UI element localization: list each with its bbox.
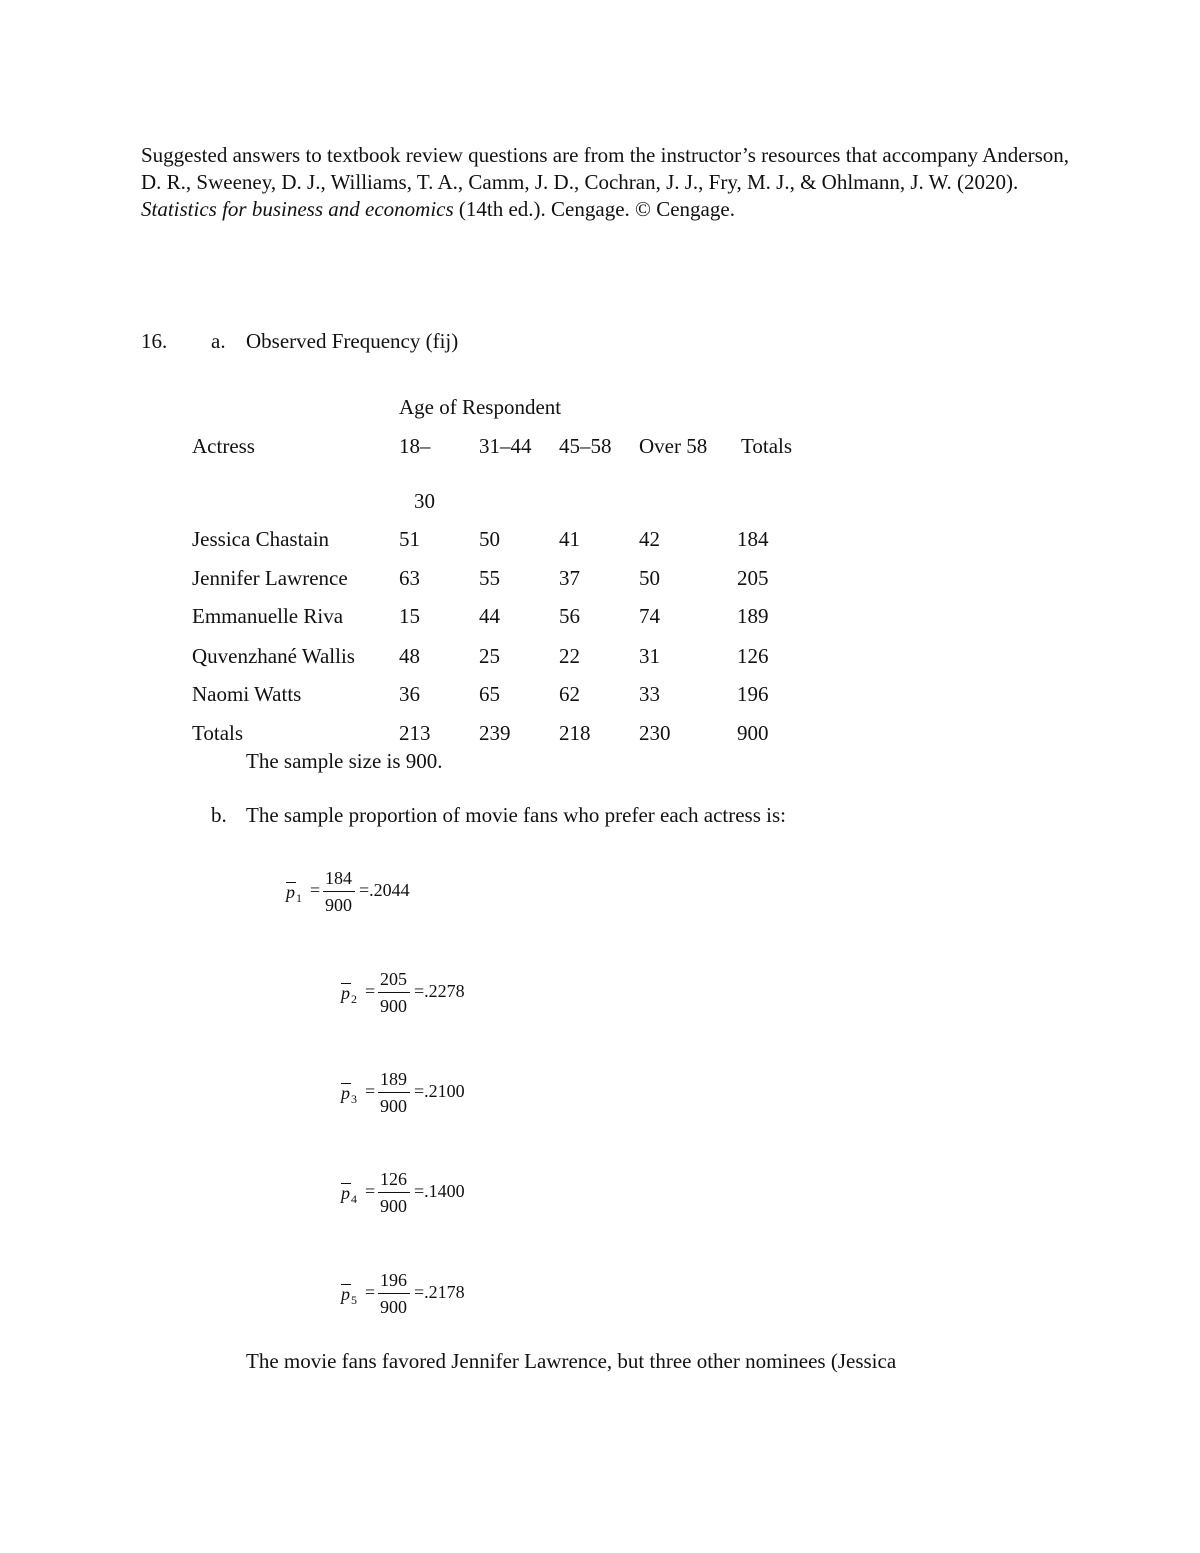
row-name: Naomi Watts — [192, 682, 302, 706]
numerator: 189 — [380, 1069, 407, 1089]
p-symbol: p — [341, 1284, 350, 1304]
row-name: Quvenzhané Wallis — [192, 644, 355, 668]
cell: 50 — [479, 527, 500, 551]
cell: 15 — [399, 604, 420, 628]
result: =.2178 — [414, 1282, 465, 1302]
result: =.2100 — [414, 1081, 465, 1101]
cell: 62 — [559, 682, 580, 706]
denominator: 900 — [325, 895, 352, 915]
cell: 48 — [399, 644, 420, 668]
cell: 213 — [399, 721, 431, 745]
citation-text: Suggested answers to textbook review questions are from the instructor’s resources that accompany Anderson, D. R., Sweeney, D. J., Williams, T. A., Camm, J. D., Cochran, J. J., Fry, M. J., & Ohlmann, J. W. (2020). — [141, 143, 1070, 194]
numerator: 126 — [380, 1169, 407, 1189]
p-symbol: p — [341, 1183, 350, 1203]
table-col-header-over-58: Over 58 — [639, 434, 708, 458]
denominator: 900 — [380, 1196, 407, 1216]
row-name: Emmanuelle Riva — [192, 604, 344, 628]
table-col-header-18-30-cont: 30 — [414, 489, 435, 513]
cell: 33 — [639, 682, 660, 706]
denominator: 900 — [380, 996, 407, 1016]
p-symbol: p — [341, 1083, 350, 1103]
sample-size-text: The sample size is 900. — [246, 749, 443, 773]
equals: = — [365, 1181, 376, 1201]
subscript: 1 — [296, 891, 302, 905]
numerator: 196 — [380, 1270, 407, 1290]
table-col-header-18-30: 18– — [399, 434, 431, 458]
numerator: 184 — [325, 868, 352, 888]
part-a-title: Observed Frequency (fij) — [246, 329, 459, 353]
denominator: 900 — [380, 1297, 407, 1317]
cell: 41 — [559, 527, 580, 551]
subscript: 2 — [351, 992, 357, 1006]
numerator: 205 — [380, 969, 407, 989]
p-symbol: p — [286, 882, 295, 902]
proportion-equation — [283, 866, 443, 922]
subscript: 5 — [351, 1293, 357, 1307]
cell: 74 — [639, 604, 660, 628]
cell: 51 — [399, 527, 420, 551]
cell-total: 900 — [737, 721, 769, 745]
equals: = — [365, 1282, 376, 1302]
cell: 239 — [479, 721, 511, 745]
equals: = — [365, 1081, 376, 1101]
table-col-header-45-58: 45–58 — [559, 434, 612, 458]
part-b-text: The sample proportion of movie fans who prefer each actress is: — [246, 803, 786, 827]
subscript: 4 — [351, 1192, 357, 1206]
cell: 55 — [479, 566, 500, 590]
cell: 44 — [479, 604, 500, 628]
cell-total: 205 — [737, 566, 769, 590]
cell-total: 196 — [737, 682, 769, 706]
proportion-equation — [338, 967, 498, 1023]
cell: 65 — [479, 682, 500, 706]
proportion-equation — [338, 1167, 498, 1223]
table-col-header-31-44: 31–44 — [479, 434, 532, 458]
citation-paragraph — [141, 142, 1071, 223]
cell: 37 — [559, 566, 580, 590]
denominator: 900 — [380, 1096, 407, 1116]
cell: 22 — [559, 644, 580, 668]
row-name: Jessica Chastain — [192, 527, 330, 551]
result: =.1400 — [414, 1181, 465, 1201]
cell-total: 126 — [737, 644, 769, 668]
cell: 36 — [399, 682, 420, 706]
citation-book-title: Statistics for business and economics — [141, 197, 454, 221]
cell: 218 — [559, 721, 591, 745]
cell-total: 184 — [737, 527, 769, 551]
citation-text-end: (14th ed.). Cengage. © Cengage. — [453, 197, 735, 221]
cell-total: 189 — [737, 604, 769, 628]
part-a-letter: a. — [211, 329, 226, 353]
cell: 63 — [399, 566, 420, 590]
result: =.2044 — [359, 880, 410, 900]
table-col-header-totals: Totals — [741, 434, 793, 458]
subscript: 3 — [351, 1092, 357, 1106]
cell: 50 — [639, 566, 660, 590]
cell: 42 — [639, 527, 660, 551]
proportion-equation — [338, 1268, 498, 1324]
equals: = — [365, 981, 376, 1001]
cell: 230 — [639, 721, 671, 745]
cell: 31 — [639, 644, 660, 668]
cell: 25 — [479, 644, 500, 668]
row-name: Totals — [192, 721, 244, 745]
question-number: 16. — [141, 329, 168, 353]
row-name: Jennifer Lawrence — [192, 566, 348, 590]
table-group-header: Age of Respondent — [399, 395, 562, 419]
cell: 56 — [559, 604, 580, 628]
proportion-equation — [338, 1067, 498, 1123]
equals: = — [310, 880, 321, 900]
conclusion-text: The movie fans favored Jennifer Lawrence, but three other nominees (Jessica — [246, 1349, 897, 1373]
result: =.2278 — [414, 981, 465, 1001]
p-symbol: p — [341, 983, 350, 1003]
part-b-letter: b. — [211, 803, 227, 827]
table-row-header: Actress — [192, 434, 255, 458]
